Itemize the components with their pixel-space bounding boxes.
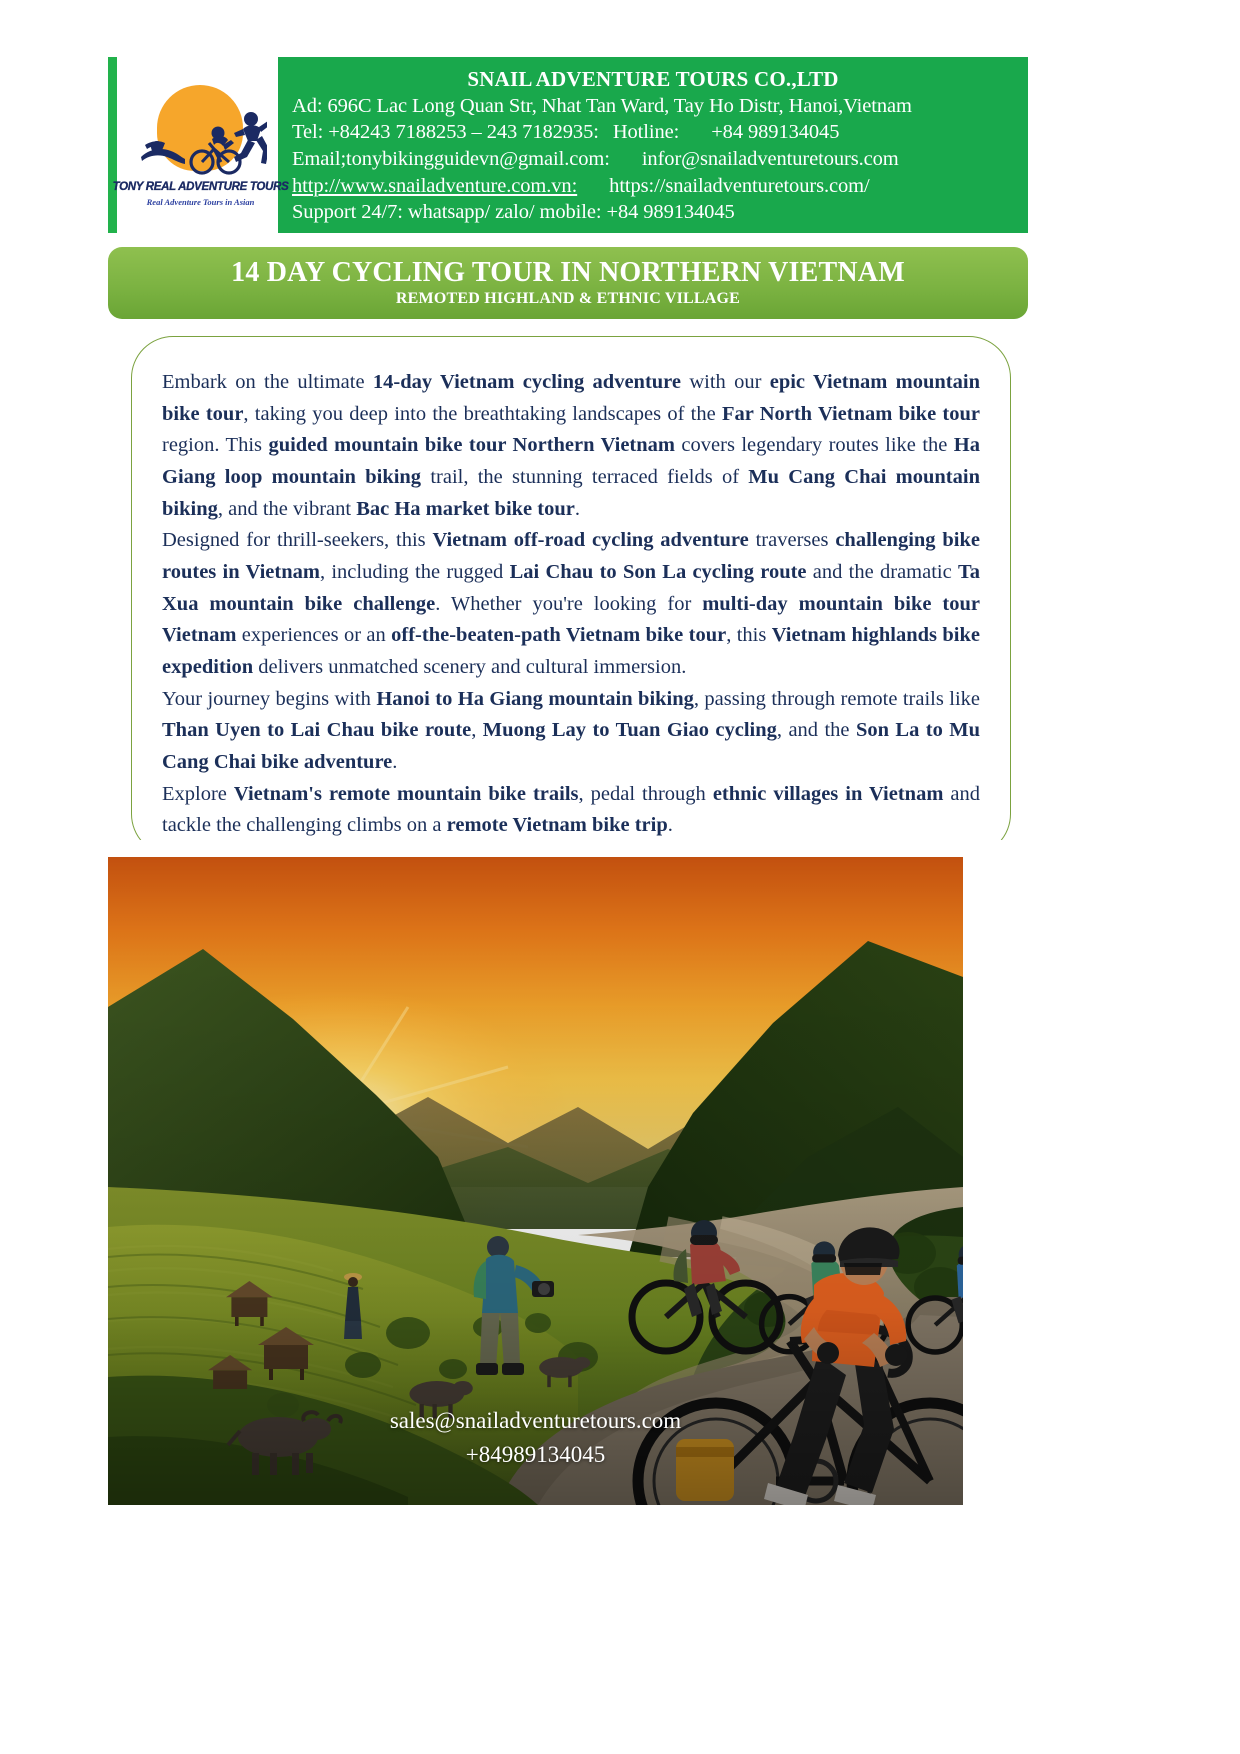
body-text-run: region. This — [162, 434, 269, 457]
body-text-run: covers legendary routes like the — [674, 434, 954, 457]
body-text-run: . — [574, 497, 580, 520]
keyword-highlight: 14-day Vietnam cycling adventure — [372, 371, 682, 393]
company-address: Ad: 696C Lac Long Quan Str, Nhat Tan Ward, Tay Ho Distr, Hanoi,Vietnam — [292, 94, 912, 117]
logo-tagline: Real Adventure Tours in Asian — [146, 197, 255, 207]
body-text-run: and tackle the challenging climbs on a — [162, 782, 980, 837]
tel-label: Tel: +84243 7188253 – 243 7182935: — [292, 121, 599, 144]
athlete-silhouettes-icon — [135, 83, 267, 179]
company-email-line — [292, 146, 1014, 173]
keyword-highlight: epic Vietnam mountain bike tour — [162, 371, 980, 425]
body-text-run: , taking you deep into the breathtaking landscapes of the — [243, 402, 722, 425]
body-text-run: . — [667, 814, 673, 837]
keyword-highlight: off-the-beaten-path Vietnam bike tour — [391, 624, 727, 647]
keyword-highlight: multi-day mountain bike tour Vietnam — [162, 592, 980, 647]
tour-description-card — [131, 336, 1011, 856]
body-text-run: , and the — [776, 719, 856, 742]
company-website-line — [292, 173, 1014, 200]
sunset-cycling-illustration — [108, 857, 963, 1505]
website-secondary-link[interactable]: https://snailadventuretours.com/ — [609, 174, 870, 197]
company-name: SNAIL ADVENTURE TOURS CO.,LTD — [467, 67, 839, 91]
description-paragraph — [162, 367, 980, 525]
card-bottom-mask — [131, 840, 1011, 858]
body-text-run: and the dramatic — [806, 561, 958, 584]
body-text-run: delivers unmatched scenery and cultural immersion. — [253, 656, 687, 679]
description-paragraph — [162, 779, 980, 842]
keyword-highlight: Vietnam's remote mountain bike trails — [233, 782, 579, 805]
keyword-highlight: Vietnam highlands bike expedition — [162, 624, 980, 679]
tour-hero-photo — [108, 857, 963, 1505]
company-contact-block — [278, 57, 1028, 233]
keyword-highlight: Ta Xua mountain bike challenge — [162, 561, 981, 615]
keyword-highlight: guided mountain bike tour Northern Vietnam — [268, 434, 675, 457]
keyword-highlight: Ha Giang loop mountain biking — [162, 434, 980, 489]
description-paragraph — [162, 684, 980, 779]
keyword-highlight: Mu Cang Chai mountain biking — [162, 466, 980, 520]
body-text-run: traverses — [748, 529, 836, 552]
body-text-run: Explore — [162, 782, 234, 805]
keyword-highlight: ethnic villages in Vietnam — [712, 782, 944, 805]
body-text-run: , this — [726, 624, 772, 647]
hotline-label: Hotline: — [612, 121, 680, 144]
body-text-run: Embark on the ultimate — [162, 371, 373, 393]
body-text-run: , passing through remote trails like — [693, 687, 980, 710]
tour-subtitle: REMOTED HIGHLAND & ETHNIC VILLAGE — [395, 290, 741, 308]
keyword-highlight: Vietnam off-road cycling adventure — [432, 529, 749, 552]
body-text-run: . — [392, 751, 398, 774]
keyword-highlight: Far North Vietnam bike tour — [721, 402, 980, 425]
photo-caption-phone: +84989134045 — [465, 1441, 606, 1467]
body-text-run: Designed for thrill-seekers, this — [162, 529, 433, 552]
company-logo — [108, 57, 289, 233]
website-primary-link[interactable]: http://www.snailadventure.com.vn: — [292, 174, 578, 197]
hotline-value: +84 989134045 — [711, 121, 840, 144]
company-telephone-line — [292, 119, 1014, 146]
tour-title: 14 DAY CYCLING TOUR IN NORTHERN VIETNAM — [231, 256, 905, 288]
body-text-run: , including the rugged — [319, 561, 510, 584]
keyword-highlight: Than Uyen to Lai Chau bike route — [162, 719, 472, 742]
keyword-highlight: remote Vietnam bike trip — [446, 814, 668, 837]
body-text-run: with our — [681, 371, 770, 393]
body-text-run: experiences or an — [236, 624, 392, 647]
body-text-run: . Whether you're looking for — [435, 592, 703, 615]
body-text-run: Your journey begins with — [162, 687, 377, 710]
keyword-highlight: Lai Chau to Son La cycling route — [509, 561, 807, 584]
keyword-highlight: Hanoi to Ha Giang mountain biking — [376, 687, 694, 710]
description-paragraph — [162, 525, 980, 683]
company-support-line: Support 24/7: whatsapp/ zalo/ mobile: +84 989134045 — [292, 201, 735, 224]
email-primary: Email;tonybikingguidevn@gmail.com: — [292, 148, 610, 171]
triathlon-logo-icon — [135, 83, 267, 179]
keyword-highlight: Muong Lay to Tuan Giao cycling — [482, 719, 777, 742]
body-text-run: , — [471, 719, 483, 742]
company-header — [108, 57, 1028, 233]
keyword-highlight: Son La to Mu Cang Chai bike adventure — [162, 719, 980, 774]
logo-wordmark: TONY REAL ADVENTURE TOURS — [112, 181, 289, 193]
body-text-run: trail, the stunning terraced fields of — [421, 466, 749, 489]
body-text-run: , and the vibrant — [217, 497, 357, 520]
keyword-highlight: challenging bike routes in Vietnam — [162, 529, 980, 584]
body-text-run: , pedal through — [578, 782, 713, 805]
photo-caption-email: sales@snailadventuretours.com — [389, 1408, 682, 1434]
tour-description-text — [162, 367, 980, 842]
tour-title-banner — [108, 247, 1028, 319]
keyword-highlight: Bac Ha market bike tour — [356, 497, 575, 520]
email-secondary: infor@snailadventuretours.com — [641, 148, 899, 171]
